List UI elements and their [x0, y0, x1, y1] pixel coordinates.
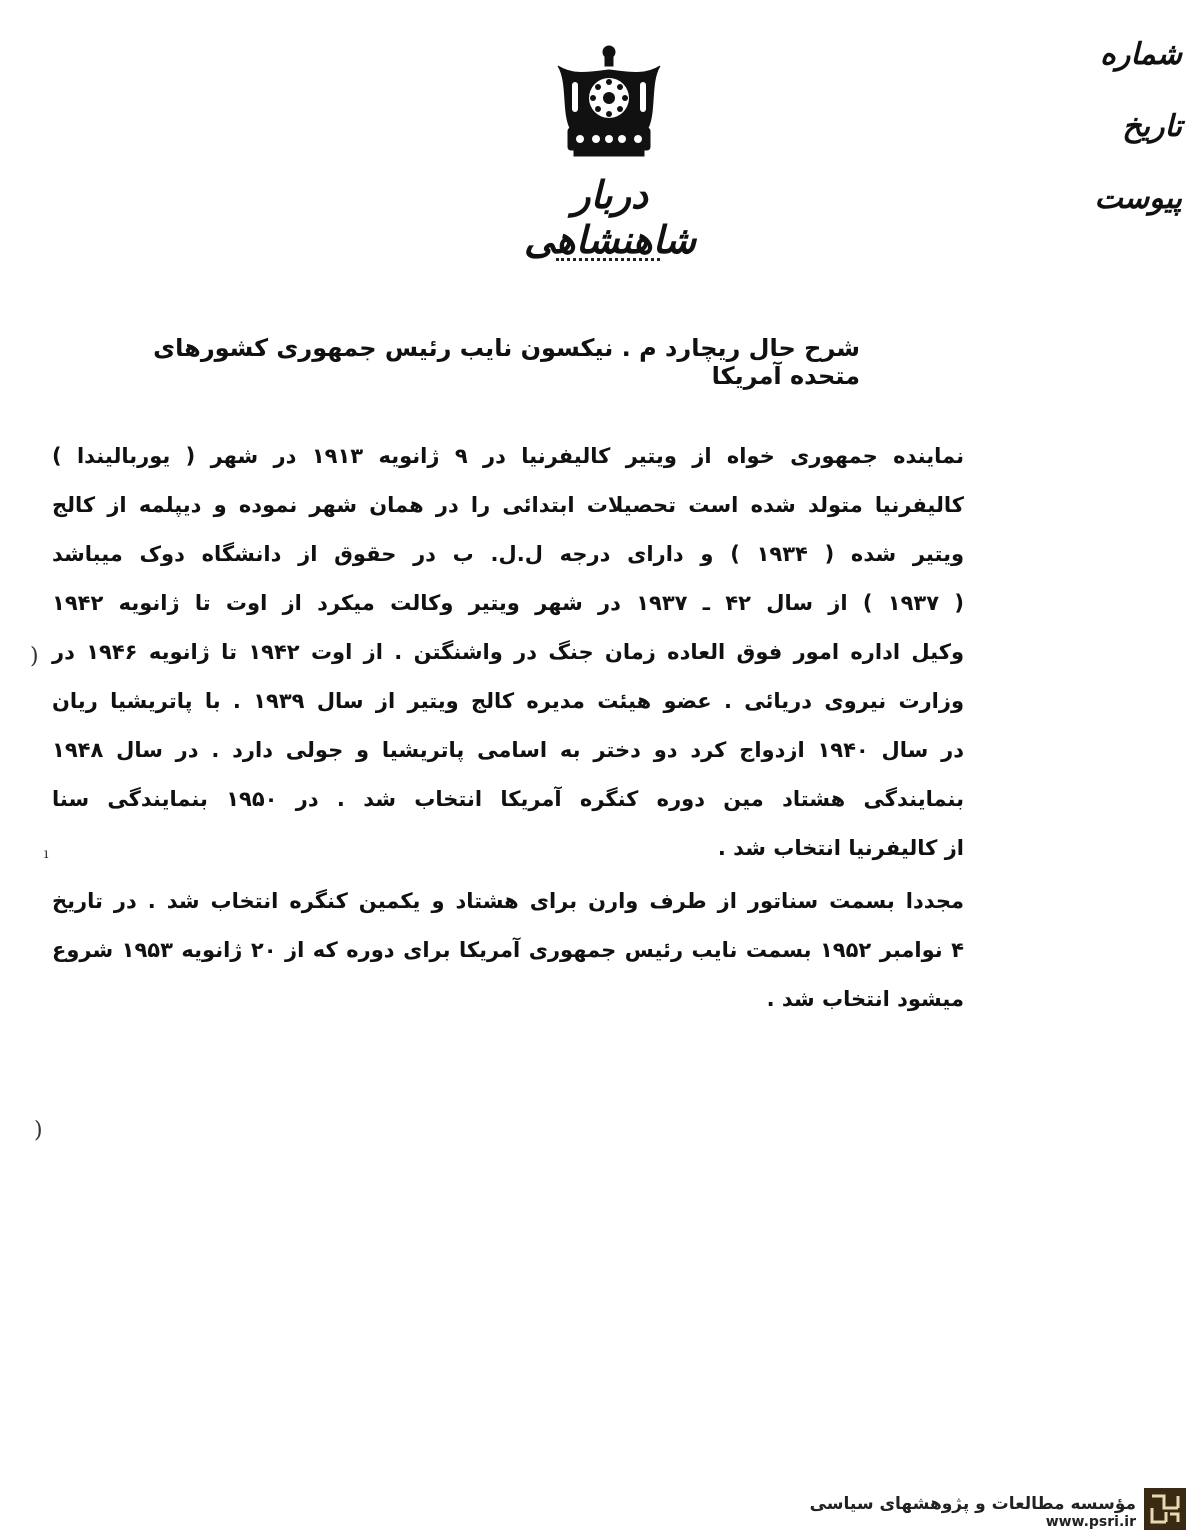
scan-mark: )	[34, 1118, 43, 1143]
body-line: وکیل اداره امور فوق العاده زمان جنگ در واشنگتن . از اوت ۱۹۴۲ تا ژانویه ۱۹۴۶ در	[52, 640, 964, 664]
body-line: نماینده جمهوری خواه از ویتیر کالیفرنیا در ۹ ژانویه ۱۹۱۳ در شهر ( یوربالیندا )	[52, 444, 964, 468]
watermark	[810, 1488, 1186, 1530]
body-line: میشود انتخاب شد .	[766, 987, 964, 1011]
number-label: شماره	[1100, 37, 1182, 72]
attachment-label: پیوست	[1094, 181, 1182, 216]
royal-crown-icon	[548, 42, 670, 160]
date-label: تاریخ	[1122, 109, 1182, 144]
body-line: از کالیفرنیا انتخاب شد .	[717, 836, 964, 860]
title-divider	[556, 258, 660, 265]
body-line: ویتیر شده ( ۱۹۳۴ ) و دارای درجه ل.ل. ب در حقوق از دانشگاه دوک میباشد	[52, 542, 965, 566]
scan-mark: ı	[44, 846, 49, 862]
body-line: بنمایندگی هشتاد مین دوره کنگره آمریکا انتخاب شد . در ۱۹۵۰ بنمایندگی سنا	[52, 787, 965, 811]
body-line: در سال ۱۹۴۰ ازدواج کرد دو دختر به اسامی پاتریشیا و جولی دارد . در سال ۱۹۴۸	[52, 738, 964, 762]
watermark-name: مؤسسه مطالعات و پژوهشهای سیاسی	[809, 1494, 1136, 1514]
margin-labels	[1072, 37, 1182, 256]
watermark-url[interactable]: www.psri.ir	[1045, 1514, 1136, 1530]
court-title: دربار شاهنشاهی	[523, 172, 697, 262]
scan-mark: )	[30, 644, 39, 669]
body-line: مجددا بسمت سناتور از طرف وارن برای هشتاد و یکمین کنگره انتخاب شد . در تاریخ	[52, 889, 964, 913]
body-line: وزارت نیروی دریائی . عضو هیئت مدیره کالج ویتیر از سال ۱۹۳۹ . با پاتریشیا ریان	[52, 689, 964, 713]
document-heading: شرح حال ریچارد م . نیکسون نایب رئیس جمهوری کشورهای متحده آمریکا	[153, 334, 860, 390]
body-line: ۴ نوامبر ۱۹۵۲ بسمت نایب رئیس جمهوری آمریکا برای دوره که از ۲۰ ژانویه ۱۹۵۳ شروع	[52, 938, 964, 962]
body-line: ( ۱۹۳۷ ) از سال ۴۲ ـ ۱۹۳۷ در شهر ویتیر وکالت میکرد از اوت تا ژانویه ۱۹۴۲	[52, 591, 964, 615]
document-body	[52, 432, 964, 1024]
body-line: کالیفرنیا متولد شده است تحصیلات ابتدائی را در همان شهر نموده و دیپلمه از کالج	[52, 493, 964, 517]
psri-logo-icon	[1144, 1488, 1186, 1530]
